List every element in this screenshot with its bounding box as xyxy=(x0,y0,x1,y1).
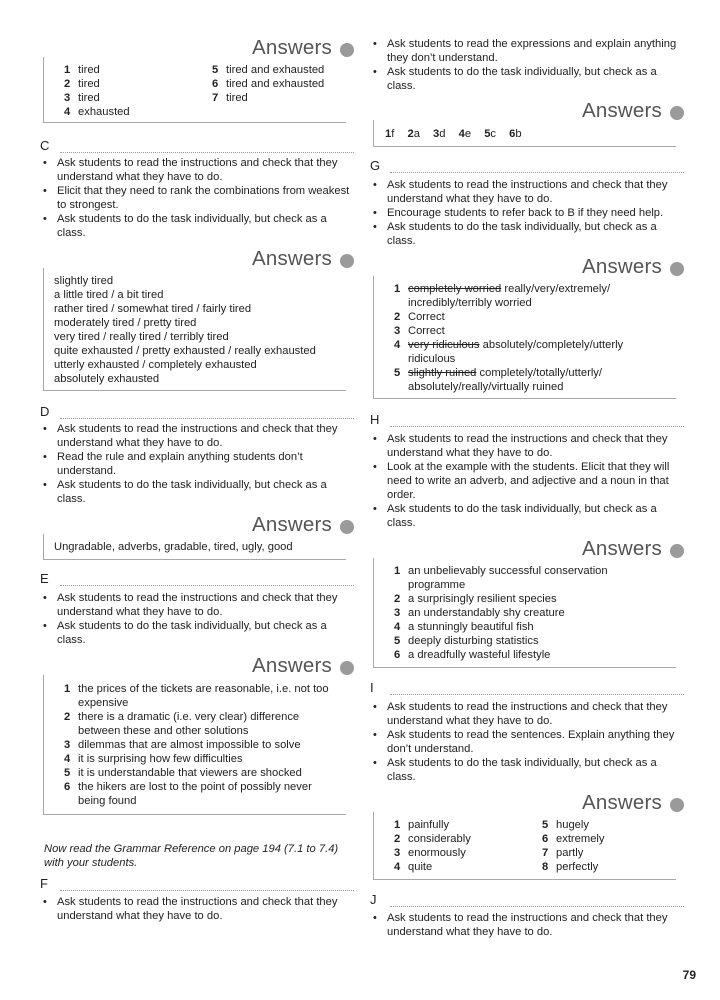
answers-box-ab xyxy=(43,57,346,123)
answer-line: Ungradable, adverbs, gradable, tired, ugly, good xyxy=(54,541,293,553)
answer-line: very tired / really tired / terribly tired xyxy=(54,331,229,343)
bullet-dot-icon xyxy=(340,661,354,675)
section-e-instructions xyxy=(40,591,354,647)
list-item: • Ask students to do the task individually, but check as a class. xyxy=(40,478,354,506)
list-item: • Ask students to do the task individually, but check as a class. xyxy=(370,756,684,784)
list-item: • Ask students to do the task individually, but check as a class. xyxy=(40,619,354,647)
list-item: • Ask students to read the instructions and check that they understand what they have to do. xyxy=(40,895,354,923)
answer-list xyxy=(394,282,656,394)
bullet-dot-icon xyxy=(670,544,684,558)
answers-heading: Answers xyxy=(370,100,684,124)
answer-line: utterly exhausted / completely exhausted xyxy=(54,359,257,371)
answers-heading: Answers xyxy=(40,248,354,272)
list-item: 2 considerably xyxy=(394,833,471,845)
list-item: 4 it is surprising how few difficulties xyxy=(64,753,243,765)
list-item: 6 a dreadfully wasteful lifestyle xyxy=(394,649,551,661)
section-f-label: F xyxy=(40,877,354,893)
answers-box-i xyxy=(373,812,676,880)
list-item: 4 very ridiculous absolutely/completely/utterly ridiculous xyxy=(394,339,624,365)
list-item: • Ask students to read the instructions and check that they understand what they have to do. xyxy=(40,156,354,184)
list-item: 5 tired and exhausted xyxy=(212,64,325,76)
section-b-instructions xyxy=(370,37,684,93)
bullet-dot-icon xyxy=(670,106,684,120)
bullet-dot-icon xyxy=(340,254,354,268)
answer-lines xyxy=(54,274,344,386)
section-f-instructions xyxy=(40,895,354,923)
section-h-instructions xyxy=(370,432,684,530)
section-d-instructions xyxy=(40,422,354,506)
list-item: • Read the rule and explain anything students don’t understand. xyxy=(40,450,354,478)
answers-box-d xyxy=(43,534,346,560)
list-item: 1 an unbelievably successful conservation programme xyxy=(394,565,608,591)
inline-answer: 2a xyxy=(407,128,420,140)
section-j-instructions xyxy=(370,911,684,939)
answer-line: absolutely exhausted xyxy=(54,373,160,385)
page-number: 79 xyxy=(682,968,696,982)
list-item: • Ask students to read the instructions and check that they understand what they have to do. xyxy=(40,422,354,450)
answer-list-col1 xyxy=(394,818,534,874)
list-item: 4 a stunningly beautiful fish xyxy=(394,621,534,633)
answer-line xyxy=(385,127,675,141)
section-j-label: J xyxy=(370,893,684,909)
list-item: 3 enormously xyxy=(394,847,466,859)
inline-answer: 5c xyxy=(484,128,497,140)
section-h-label: H xyxy=(370,413,684,429)
list-item: • Ask students to read the instructions and check that they understand what they have to do. xyxy=(370,911,684,939)
section-i-label: I xyxy=(370,681,684,697)
list-item: 7 partly xyxy=(542,847,584,859)
list-item: • Ask students to do the task individually, but check as a class. xyxy=(370,220,684,248)
list-item: 3 dilemmas that are almost impossible to solve xyxy=(64,739,301,751)
answer-line: quite exhausted / pretty exhausted / really exhausted xyxy=(54,345,316,357)
answers-box-g xyxy=(373,276,676,399)
list-item: 3 tired xyxy=(64,92,100,104)
section-e-label: E xyxy=(40,572,354,588)
inline-answer: 1f xyxy=(385,128,395,140)
list-item: 1 tired xyxy=(64,64,100,76)
list-item: 3 an understandably shy creature xyxy=(394,607,565,619)
list-item: • Elicit that they need to rank the combinations from weakest to strongest. xyxy=(40,184,354,212)
list-item: 5 slightly ruined completely/totally/utterly/ absolutely/really/virtually ruined xyxy=(394,367,603,393)
section-i-instructions xyxy=(370,700,684,784)
list-item: 2 a surprisingly resilient species xyxy=(394,593,557,605)
list-item: • Encourage students to refer back to B if they need help. xyxy=(370,206,684,220)
list-item: 1 painfully xyxy=(394,819,450,831)
list-item: • Ask students to do the task individually, but check as a class. xyxy=(40,212,354,240)
answer-list xyxy=(394,564,634,662)
list-item: 5 it is understandable that viewers are shocked xyxy=(64,767,302,779)
answers-box-e xyxy=(43,675,346,815)
section-g-instructions xyxy=(370,178,684,248)
list-item: 3 Correct xyxy=(394,325,445,337)
list-item: 4 exhausted xyxy=(64,106,130,118)
list-item: 2 there is a dramatic (i.e. very clear) difference between these and other solutions xyxy=(64,711,300,737)
list-item: • Ask students to do the task individually, but check as a class. xyxy=(370,65,684,93)
list-item: 6 the hikers are lost to the point of possibly never being found xyxy=(64,781,312,807)
list-item: 6 tired and exhausted xyxy=(212,78,325,90)
inline-answer: 6b xyxy=(509,128,522,140)
list-item: 7 tired xyxy=(212,92,248,104)
list-item: 1 completely worried really/very/extremely/ incredibly/terribly worried xyxy=(394,283,611,309)
list-item: 4 quite xyxy=(394,861,433,873)
bullet-dot-icon xyxy=(340,520,354,534)
list-item: 5 deeply disturbing statistics xyxy=(394,635,539,647)
answer-list-col2 xyxy=(542,818,672,874)
list-item: 1 the prices of the tickets are reasonable, i.e. not too expensive xyxy=(64,683,329,709)
answers-heading: Answers xyxy=(370,538,684,562)
answer-line: moderately tired / pretty tired xyxy=(54,317,197,329)
answers-box-b xyxy=(373,120,676,147)
answer-list xyxy=(64,682,336,808)
answer-line: a little tired / a bit tired xyxy=(54,289,164,301)
list-item: • Ask students to read the sentences. Explain anything they don’t understand. xyxy=(370,728,684,756)
list-item: 2 Correct xyxy=(394,311,445,323)
list-item: • Look at the example with the students. Elicit that they will need to write an adverb, and adjective and a noun in that order. xyxy=(370,460,684,502)
list-item: • Ask students to do the task individually, but check as a class. xyxy=(370,502,684,530)
answers-heading: Answers xyxy=(40,655,354,679)
answers-heading: Answers xyxy=(40,514,354,538)
answer-list-col1 xyxy=(64,63,209,119)
answers-box-c xyxy=(43,268,346,391)
list-item: • Ask students to read the instructions and check that they understand what they have to do. xyxy=(370,432,684,460)
answer-line: rather tired / somewhat tired / fairly tired xyxy=(54,303,252,315)
list-item: • Ask students to read the instructions and check that they understand what they have to do. xyxy=(370,178,684,206)
list-item: 6 extremely xyxy=(542,833,605,845)
answers-heading-text: Answers xyxy=(251,36,332,59)
section-d-label: D xyxy=(40,405,354,421)
answer-list-col2 xyxy=(212,63,342,105)
list-item: • Ask students to read the expressions and explain anything they don’t understand. xyxy=(370,37,684,65)
list-item: 8 perfectly xyxy=(542,861,599,873)
inline-answer: 3d xyxy=(433,128,446,140)
bullet-dot-icon xyxy=(340,43,354,57)
bullet-dot-icon xyxy=(670,262,684,276)
answers-heading: Answers xyxy=(370,256,684,280)
list-item: • Ask students to read the instructions and check that they understand what they have to do. xyxy=(370,700,684,728)
list-item: 5 hugely xyxy=(542,819,589,831)
section-c-instructions xyxy=(40,156,354,240)
grammar-reference-note: Now read the Grammar Reference on page 194 (7.1 to 7.4) with your students. xyxy=(44,843,339,869)
list-item: • Ask students to read the instructions and check that they understand what they have to do. xyxy=(40,591,354,619)
answer-line: slightly tired xyxy=(54,275,114,287)
section-c-label: C xyxy=(40,139,354,155)
list-item: 2 tired xyxy=(64,78,100,90)
answers-heading: Answers xyxy=(370,792,684,816)
bullet-dot-icon xyxy=(670,798,684,812)
section-g-label: G xyxy=(370,159,684,175)
answers-box-h xyxy=(373,558,676,668)
inline-answer: 4e xyxy=(458,128,472,140)
